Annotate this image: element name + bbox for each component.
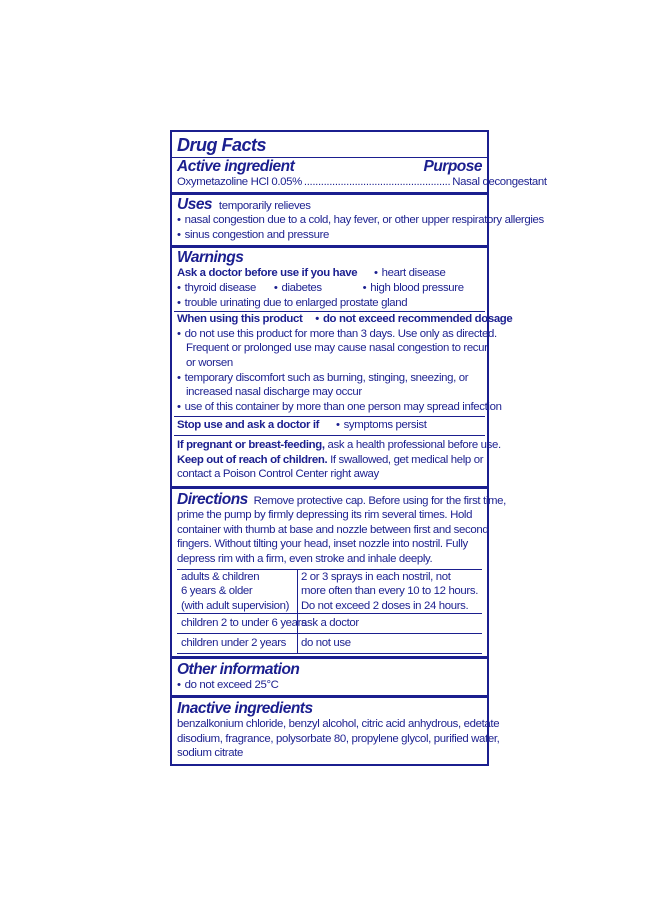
- age-text: (with adult supervision): [181, 599, 290, 612]
- divider: [174, 435, 485, 436]
- directions-row: [177, 490, 506, 509]
- table-row: [177, 634, 482, 654]
- directions-text: prime the pump by firmly depressing its rim several times. Hold: [177, 509, 473, 522]
- divider: [172, 656, 487, 659]
- uses-intro: temporarily relieves: [218, 199, 311, 212]
- when-using-label: When using this product: [177, 313, 303, 326]
- when-using-item: • do not exceed recommended dosage: [315, 313, 512, 325]
- purpose-heading: Purpose: [423, 158, 482, 175]
- active-ingredient-name: Oxymetazoline HCl 0.05%: [177, 176, 302, 188]
- keep-out-label: Keep out of reach of children.: [177, 453, 328, 466]
- stop-use-item: • symptoms persist: [336, 419, 427, 431]
- age-cell: [177, 614, 307, 633]
- when-using-item-cont: Frequent or prolonged use may cause nasal congestion to recur: [186, 342, 488, 355]
- condition-item: • heart disease: [374, 267, 445, 279]
- uses-row: [177, 196, 482, 214]
- dose-text: more often than every 10 to 12 hours.: [301, 585, 479, 598]
- condition-item: • diabetes: [274, 281, 360, 296]
- active-ingredient-row: [177, 175, 547, 190]
- age-cell: [177, 570, 298, 614]
- table-row: [177, 570, 482, 615]
- when-using-item: • use of this container by more than one person may spread infection: [177, 400, 482, 415]
- directions-text: Remove protective cap. Before using for the first time,: [253, 494, 506, 507]
- directions-text: fingers. Without tilting your head, inset nozzle into nostril. Fully: [177, 538, 468, 551]
- uses-heading: Uses: [177, 195, 213, 213]
- uses-item: • sinus congestion and pressure: [177, 228, 482, 243]
- drug-facts-title: Drug Facts: [177, 135, 267, 155]
- when-using-item: • temporary discomfort such as burning, stinging, sneezing, or: [177, 371, 482, 386]
- directions-text: depress rim with a firm, even stroke and inhale deeply.: [177, 553, 433, 566]
- pregnant-text: ask a health professional before use.: [327, 438, 501, 451]
- dosage-table: [177, 569, 482, 654]
- age-text: 6 years & older: [181, 585, 253, 598]
- age-text: adults & children: [181, 570, 260, 583]
- when-using-row: [177, 312, 513, 327]
- ask-doctor-label: Ask a doctor before use if you have: [177, 267, 358, 280]
- condition-item: • thyroid disease: [177, 281, 271, 296]
- directions-text: container with thumb at base and nozzle between first and second: [177, 523, 489, 536]
- dose-text: ask a doctor: [301, 617, 359, 630]
- condition-item: • high blood pressure: [363, 282, 464, 294]
- inactive-ingredients-text: sodium citrate: [177, 747, 244, 760]
- warnings-heading: Warnings: [177, 249, 244, 267]
- leader-dots: ....................................................: [303, 176, 451, 188]
- dose-text: 2 or 3 sprays in each nostril, not: [301, 570, 451, 583]
- inactive-ingredients-text: disodium, fragrance, polysorbate 80, propylene glycol, purified water,: [177, 732, 500, 745]
- other-information-item: • do not exceed 25°C: [177, 678, 482, 693]
- divider: [172, 192, 487, 195]
- age-text: children 2 to under 6 years: [181, 617, 307, 630]
- active-ingredient-purpose: Nasal decongestant: [452, 176, 547, 188]
- active-header-row: [177, 158, 482, 175]
- divider: [174, 416, 485, 417]
- uses-item: • nasal congestion due to a cold, hay fever, or other upper respiratory allergies: [177, 213, 482, 228]
- drug-facts-panel: [170, 130, 547, 766]
- pregnant-row: [177, 438, 501, 453]
- when-using-item: • do not use this product for more than 3 days. Use only as directed.: [177, 327, 482, 342]
- when-using-item-cont: increased nasal discharge may occur: [186, 386, 362, 399]
- conditions-row: [177, 281, 482, 296]
- keep-out-text-cont: contact a Poison Control Center right away: [177, 468, 379, 481]
- dose-cell: [298, 614, 359, 633]
- divider: [172, 486, 487, 489]
- dose-cell: [298, 570, 478, 614]
- ask-doctor-row: [177, 266, 482, 281]
- stop-use-row: [177, 418, 482, 433]
- stop-use-label: Stop use and ask a doctor if: [177, 419, 320, 432]
- age-text: children under 2 years: [181, 637, 287, 650]
- keep-out-row: [177, 453, 482, 468]
- dose-text: Do not exceed 2 doses in 24 hours.: [301, 599, 469, 612]
- other-information-heading: Other information: [177, 660, 300, 678]
- directions-heading: Directions: [177, 490, 248, 508]
- keep-out-text: If swallowed, get medical help or: [330, 453, 484, 466]
- pregnant-label: If pregnant or breast-feeding,: [177, 438, 325, 451]
- condition-item: • trouble urinating due to enlarged prostate gland: [177, 296, 482, 311]
- divider: [172, 245, 487, 248]
- dose-text: do not use: [301, 637, 351, 650]
- active-ingredient-heading: Active ingredient: [177, 158, 295, 175]
- age-cell: [177, 634, 298, 653]
- when-using-item-cont: or worsen: [186, 356, 233, 369]
- inactive-ingredients-text: benzalkonium chloride, benzyl alcohol, citric acid anhydrous, edetate: [177, 718, 500, 731]
- inactive-ingredients-heading: Inactive ingredients: [177, 700, 313, 718]
- divider: [172, 695, 487, 698]
- dose-cell: [298, 634, 351, 653]
- table-row: [177, 614, 482, 634]
